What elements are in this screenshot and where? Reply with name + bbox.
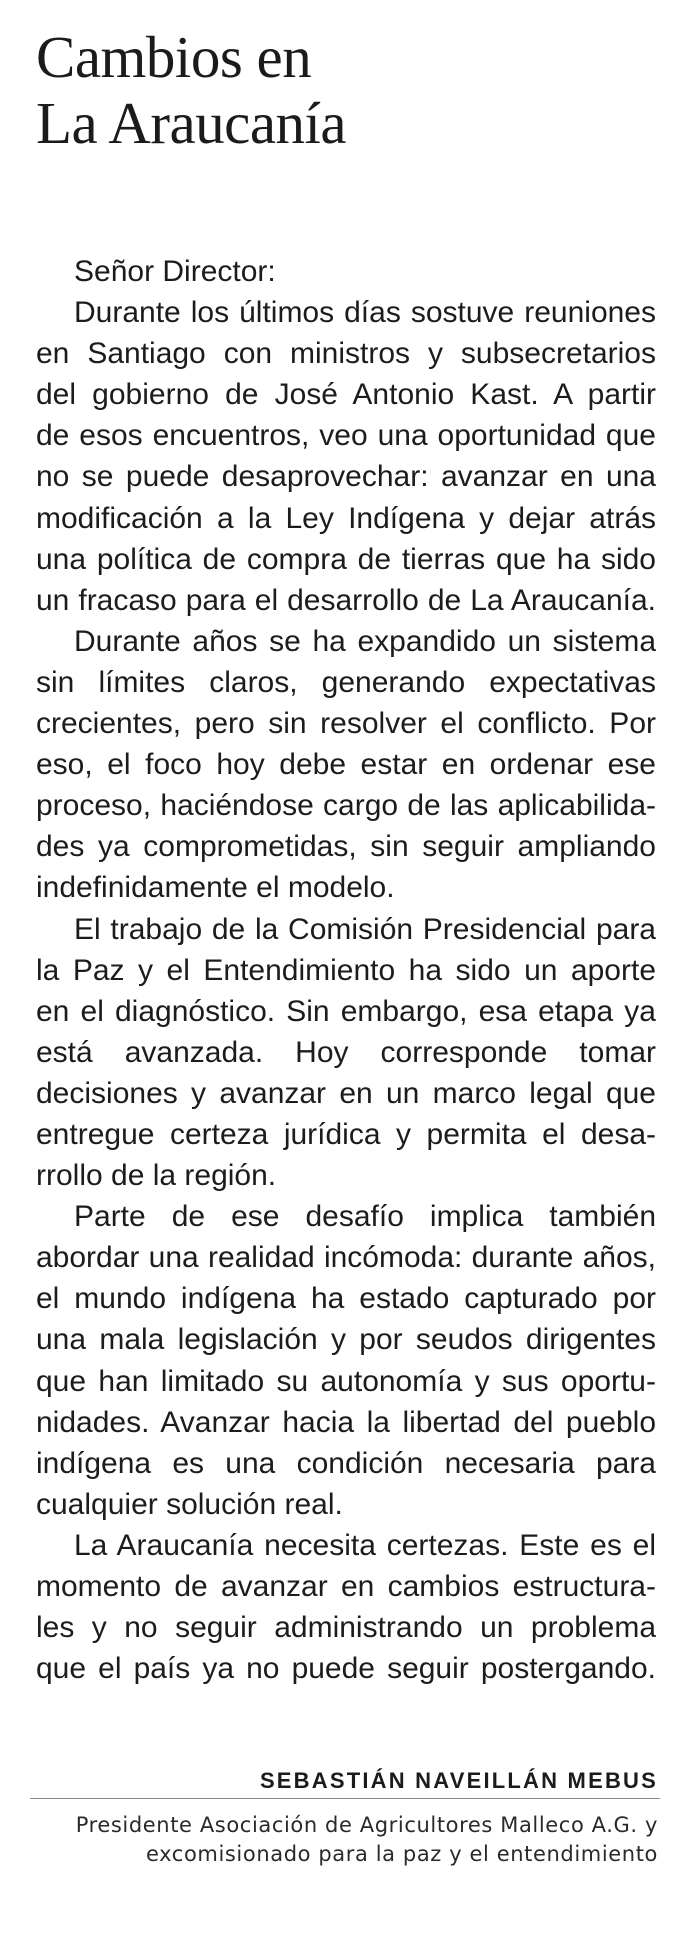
body-line: Durante los últimos días sostuve reuniones — [74, 296, 656, 330]
body-line: crecientes, pero sin resolver el conflicto. Por — [36, 707, 656, 741]
body-line: en Santiago con ministros y subsecretarios — [36, 337, 656, 371]
body-line: el mundo indígena ha estado capturado por — [36, 1282, 656, 1316]
headline — [36, 24, 656, 156]
salutation: Señor Director: — [74, 255, 276, 288]
body-line: momento de avanzar en cambios estructura- — [36, 1570, 656, 1603]
author-role — [28, 1811, 658, 1869]
letter-body — [36, 251, 656, 1689]
body-line: eso, el foco hoy debe estar en ordenar ese — [36, 748, 656, 782]
body-line: rrollo de la región. — [36, 1159, 277, 1193]
body-line: Parte de ese desafío implica también — [74, 1200, 656, 1234]
body-line: un fracaso para el desarrollo de La Araucanía. — [36, 583, 656, 617]
body-line: La Araucanía necesita certezas. Este es el — [74, 1528, 656, 1562]
body-line: en el diagnóstico. Sin embargo, esa etapa ya — [36, 994, 656, 1028]
body-line: decisiones y avanzar en un marco legal que — [36, 1076, 656, 1110]
body-line: entregue certeza jurídica y permita el desa- — [36, 1117, 656, 1151]
body-line: des ya comprometidas, sin seguir ampliando — [36, 830, 656, 864]
body-line: del gobierno de José Antonio Kast. A partir — [36, 378, 656, 412]
body-line: abordar una realidad incómoda: durante años, — [36, 1241, 656, 1275]
body-line: nidades. Avanzar hacia la libertad del pueblo — [36, 1405, 656, 1439]
body-line: sin límites claros, generando expectativas — [36, 665, 656, 699]
headline-line: Cambios en — [36, 24, 312, 90]
body-line: que han limitado su autonomía y sus oportu- — [36, 1364, 656, 1398]
body-line: una mala legislación y por seudos dirigentes — [36, 1323, 656, 1357]
headline-line: La Araucanía — [36, 90, 347, 156]
author-signature: SEBASTIÁN NAVEILLÁN MEBUS — [259, 1768, 658, 1793]
body-line: está avanzada. Hoy corresponde tomar — [36, 1035, 656, 1069]
body-line: que el país ya no puede seguir postergando. — [36, 1652, 656, 1686]
body-line: indígena es una condición necesaria para — [36, 1446, 656, 1480]
author-role-line: Presidente Asociación de Agricultores Malleco A.G. y — [75, 1813, 658, 1837]
body-line: cualquier solución real. — [36, 1487, 343, 1521]
body-line: no se puede desaprovechar: avanzar en una — [36, 460, 656, 494]
author-role-line: excomisionado para la paz y el entendimiento — [146, 1842, 658, 1866]
body-line: de esos encuentros, veo una oportunidad que — [36, 419, 656, 453]
body-line: les y no seguir administrando un problema — [36, 1611, 656, 1645]
signature-divider — [30, 1798, 660, 1799]
body-line: la Paz y el Entendimiento ha sido un aporte — [36, 953, 656, 987]
body-line: El trabajo de la Comisión Presidencial para — [74, 912, 656, 946]
body-line: proceso, haciéndose cargo de las aplicabilida- — [36, 789, 656, 823]
body-line: una política de compra de tierras que ha sido — [36, 542, 656, 576]
body-line: modificación a la Ley Indígena y dejar atrás — [36, 501, 656, 535]
body-line: indefinidamente el modelo. — [36, 871, 395, 905]
body-line: Durante años se ha expandido un sistema — [74, 624, 656, 658]
